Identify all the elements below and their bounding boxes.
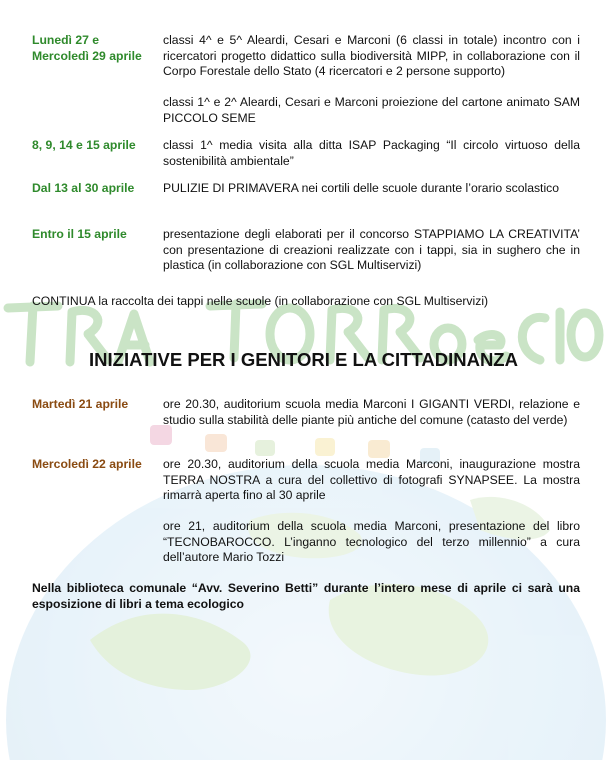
entry-paragraph: ore 21, auditorium della scuola media Marconi, presentazione del libro “TECNOBAROCCO. L’inganno tecnologico del terzo millennio” a cura dell’autore Mario Tozzi bbox=[163, 519, 580, 564]
entry-description bbox=[163, 227, 580, 274]
section-heading: INIZIATIVE PER I GENITORI E LA CITTADINANZA bbox=[89, 349, 518, 370]
continua-note: CONTINUA la raccolta dei tappi nelle scuole (in collaborazione con SGL Multiservizi) bbox=[32, 294, 489, 308]
entry-date: Martedì 21 aprile bbox=[32, 397, 129, 411]
entry-paragraph: classi 1^ e 2^ Aleardi, Cesari e Marconi proiezione del cartone animato SAM PICCOLO SEME bbox=[163, 95, 580, 125]
entry-paragraph: ore 20.30, auditorium scuola media Marconi I GIGANTI VERDI, relazione e studio sulla stabilità delle piante più antiche del comune (catasto del verde) bbox=[163, 397, 580, 427]
entry-date-line-2: Mercoledì 29 aprile bbox=[32, 48, 142, 63]
entry-paragraph: PULIZIE DI PRIMAVERA nei cortili delle scuole durante l’orario scolastico bbox=[163, 181, 560, 195]
closing-note: Nella biblioteca comunale “Avv. Severino Betti” durante l’intero mese di aprile ci sarà una esposizione di libri a tema ecologico bbox=[32, 581, 580, 611]
entry-description bbox=[163, 457, 580, 566]
entry-paragraph: ore 20.30, auditorium della scuola media Marconi, inaugurazione mostra TERRA NOSTRA a cura del collettivo di fotografi SYNAPSEE. La mostra rimarrà aperta fino al 30 aprile bbox=[163, 457, 580, 502]
entry-description bbox=[163, 397, 580, 428]
entry-paragraph: presentazione degli elaborati per il concorso STAPPIAMO LA CREATIVITA’ con presentazione di creazioni realizzate con i tappi, sia in sughero che in plastica (in collaborazione con SGL Multiservizi) bbox=[163, 227, 580, 272]
entry-paragraph: classi 1^ media visita alla ditta ISAP Packaging “Il circolo virtuoso della sostenibilità ambientale” bbox=[163, 138, 580, 168]
entry-date: Mercoledì 22 aprile bbox=[32, 457, 142, 471]
entry-paragraph: classi 4^ e 5^ Aleardi, Cesari e Marconi (6 classi in totale) incontro con i ricercatori progetto didattico sulla biodiversità MIPP, in collaborazione con il Corpo Forestale dello Stato (4 ricercatori e 2 persone supporto) bbox=[163, 33, 580, 78]
entry-description bbox=[163, 33, 580, 126]
entry-date bbox=[32, 33, 162, 64]
entry-description bbox=[163, 138, 580, 169]
entry-date: Entro il 15 aprile bbox=[32, 227, 127, 241]
entry-description bbox=[163, 181, 580, 197]
entry-date: 8, 9, 14 e 15 aprile bbox=[32, 138, 136, 152]
entry-date-line-1: Lunedì 27 e bbox=[32, 33, 100, 47]
entry-date: Dal 13 al 30 aprile bbox=[32, 181, 135, 195]
